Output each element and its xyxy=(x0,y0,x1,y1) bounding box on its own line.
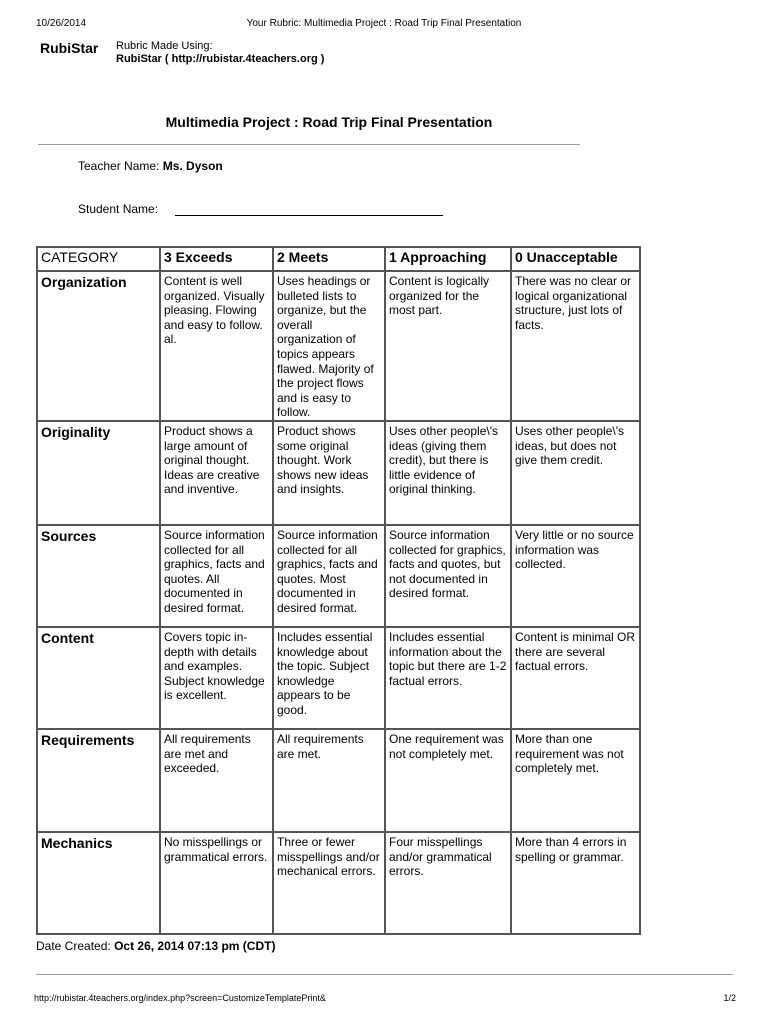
rubric-cell: More than one requirement was not completely met. xyxy=(511,729,640,832)
teacher-name-label: Teacher Name: xyxy=(78,159,160,173)
page-number: 1/2 xyxy=(723,993,736,1003)
rubric-cell: Content is well organized. Visually pleasing. Flowing and easy to follow. al. xyxy=(160,271,273,421)
rubric-cell: No misspellings or grammatical errors. xyxy=(160,832,273,934)
print-date: 10/26/2014 xyxy=(36,18,87,29)
rubric-row-mechanics xyxy=(37,832,640,934)
row-category: Originality xyxy=(37,421,160,525)
footer-divider xyxy=(36,974,733,975)
rubric-cell: Very little or no source information was collected. xyxy=(511,525,640,627)
rubric-cell: All requirements are met and exceeded. xyxy=(160,729,273,832)
rubric-cell: All requirements are met. xyxy=(273,729,385,832)
rubric-cell: Product shows a large amount of original thought. Ideas are creative and inventive. xyxy=(160,421,273,525)
rubric-row-originality xyxy=(37,421,640,525)
rubric-cell: Uses other people\'s ideas (giving them credit), but there is little evidence of original thinking. xyxy=(385,421,511,525)
row-category: Content xyxy=(37,627,160,729)
row-category: Organization xyxy=(37,271,160,421)
date-created-row xyxy=(36,939,275,953)
header-level-3: 3 Exceeds xyxy=(160,247,273,271)
rubric-row-sources xyxy=(37,525,640,627)
made-using-label: Rubric Made Using: xyxy=(116,40,213,52)
row-category: Sources xyxy=(37,525,160,627)
rubric-header-row xyxy=(37,247,640,271)
footer-url: http://rubistar.4teachers.org/index.php?screen=CustomizeTemplatePrint& xyxy=(34,993,326,1003)
student-name-row xyxy=(78,202,443,216)
made-using-note xyxy=(116,40,324,66)
teacher-name-value: Ms. Dyson xyxy=(162,159,223,173)
student-name-blank xyxy=(175,203,443,216)
rubric-table xyxy=(36,246,641,935)
rubric-cell: There was no clear or logical organizational structure, just lots of facts. xyxy=(511,271,640,421)
rubric-cell: Uses headings or bulleted lists to organize, but the overall organization of topics appears flawed. Majority of the project flows and is easy to follow. xyxy=(273,271,385,421)
header-level-1: 1 Approaching xyxy=(385,247,511,271)
rubric-cell: Source information collected for graphics, facts and quotes, but not documented in desired format. xyxy=(385,525,511,627)
rubric-cell: Three or fewer misspellings and/or mechanical errors. xyxy=(273,832,385,934)
rubric-cell: One requirement was not completely met. xyxy=(385,729,511,832)
title-divider xyxy=(38,144,580,145)
rubric-title: Multimedia Project : Road Trip Final Presentation xyxy=(165,114,493,130)
rubric-cell: Four misspellings and/or grammatical errors. xyxy=(385,832,511,934)
rubric-row-requirements xyxy=(37,729,640,832)
rubric-cell: Source information collected for all graphics, facts and quotes. All documented in desired format. xyxy=(160,525,273,627)
rubric-cell: Includes essential knowledge about the topic. Subject knowledge appears to be good. xyxy=(273,627,385,729)
print-header-title: Your Rubric: Multimedia Project : Road Trip Final Presentation xyxy=(246,18,522,29)
student-name-label: Student Name: xyxy=(78,202,159,216)
teacher-name-row xyxy=(78,159,223,173)
rubric-cell: Includes essential information about the topic but there are 1-2 factual errors. xyxy=(385,627,511,729)
row-category: Mechanics xyxy=(37,832,160,934)
rubric-cell: Source information collected for all graphics, facts and quotes. Most documented in desired format. xyxy=(273,525,385,627)
header-category: CATEGORY xyxy=(37,247,160,271)
row-category: Requirements xyxy=(37,729,160,832)
rubric-cell: Content is logically organized for the most part. xyxy=(385,271,511,421)
date-created-label: Date Created: xyxy=(36,939,111,953)
header-level-2: 2 Meets xyxy=(273,247,385,271)
date-created-value: Oct 26, 2014 07:13 pm (CDT) xyxy=(114,939,276,953)
rubric-cell: Product shows some original thought. Work shows new ideas and insights. xyxy=(273,421,385,525)
header-level-0: 0 Unacceptable xyxy=(511,247,640,271)
made-using-link[interactable]: RubiStar ( http://rubistar.4teachers.org ) xyxy=(116,53,325,65)
rubric-cell: Uses other people\'s ideas, but does not give them credit. xyxy=(511,421,640,525)
rubric-cell: Content is minimal OR there are several factual errors. xyxy=(511,627,640,729)
brand-logo-text: RubiStar xyxy=(40,40,99,56)
rubric-cell: More than 4 errors in spelling or grammar. xyxy=(511,832,640,934)
rubric-row-content xyxy=(37,627,640,729)
rubric-row-organization xyxy=(37,271,640,421)
rubric-cell: Covers topic in-depth with details and examples. Subject knowledge is excellent. xyxy=(160,627,273,729)
